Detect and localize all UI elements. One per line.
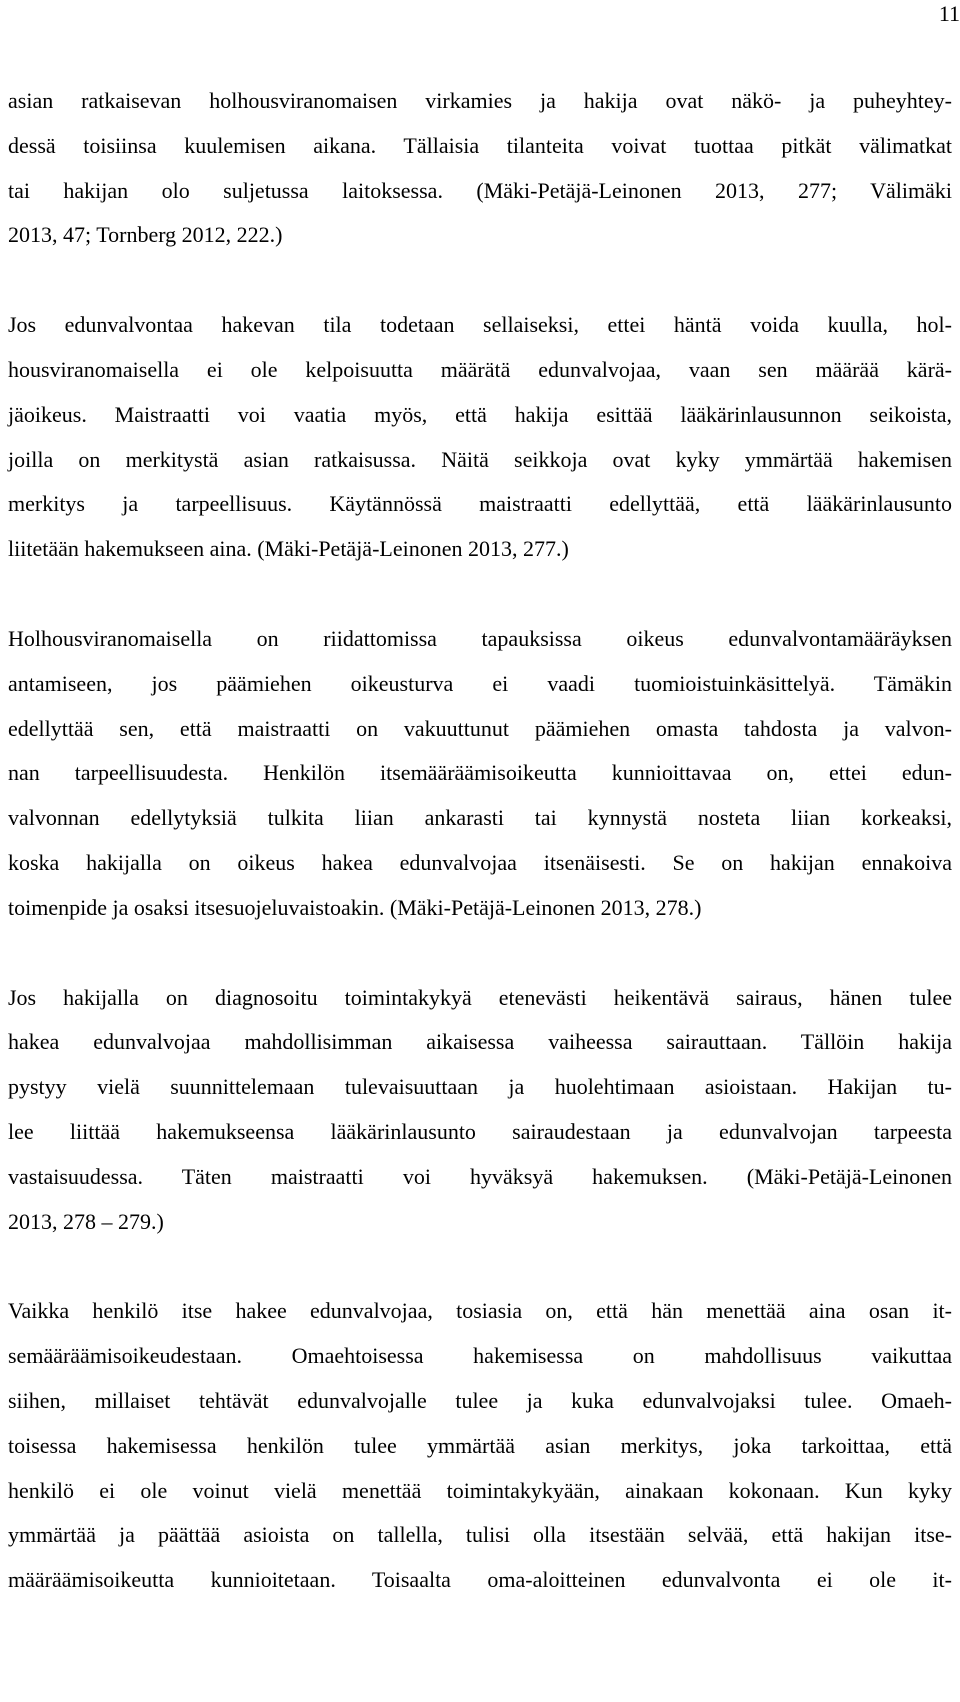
text-line: nan tarpeellisuudesta. Henkilön itsemääräämisoikeutta kunnioittavaa on, ettei edun- — [8, 760, 952, 786]
paragraph-4 — [8, 984, 952, 1256]
text-line: antamiseen, jos päämiehen oikeusturva ei vaadi tuomioistuinkäsittelyä. Tämäkin — [8, 670, 952, 696]
paragraph-5 — [8, 1300, 952, 1614]
text-line: dessä toisiinsa kuulemisen aikana. Tällaisia tilanteita voivat tuottaa pitkät välimatkat — [8, 132, 952, 158]
text-line: jäoikeus. Maistraatti voi vaatia myös, että hakija esittää lääkärinlausunnon seikoista, — [8, 401, 952, 427]
text-line: ymmärtää ja päättää asioista on tallella, tulisi olla itsestään selvää, että hakijan itse- — [8, 1522, 952, 1548]
text-line: merkitys ja tarpeellisuus. Käytännössä maistraatti edellyttää, että lääkärinlausunto — [8, 491, 952, 517]
text-line: koska hakijalla on oikeus hakea edunvalvojaa itsenäisesti. Se on hakijan ennakoiva — [8, 849, 952, 875]
paragraph-3 — [8, 625, 952, 942]
text-line: määräämisoikeutta kunnioitetaan. Toisaalta oma-aloitteinen edunvalvonta ei ole it- — [8, 1567, 952, 1593]
text-line: housviranomaisella ei ole kelpoisuutta määrätä edunvalvojaa, vaan sen määrää kärä- — [8, 356, 952, 382]
text-line: Holhousviranomaisella on riidattomissa tapauksissa oikeus edunvalvontamääräyksen — [8, 625, 952, 651]
text-line: Vaikka henkilö itse hakee edunvalvojaa, tosiasia on, että hän menettää aina osan it- — [8, 1298, 952, 1324]
text-line: semääräämisoikeudestaan. Omaehtoisessa hakemisessa on mahdollisuus vaikuttaa — [8, 1343, 952, 1369]
page-number: 11 — [938, 1, 960, 26]
paragraph-1 — [8, 90, 952, 269]
text-line: asian ratkaisevan holhousviranomaisen virkamies ja hakija ovat näkö- ja puheyhtey- — [8, 88, 952, 113]
text-line: joilla on merkitystä asian ratkaisussa. Näitä seikkoja ovat kyky ymmärtää hakemisen — [8, 446, 952, 472]
text-line: toimenpide ja osaksi itsesuojeluvaistoakin. (Mäki-Petäjä-Leinonen 2013, 278.) — [8, 894, 702, 920]
text-line: valvonnan edellytyksiä tulkita liian ankarasti tai kynnystä nosteta liian korkeaksi, — [8, 805, 952, 831]
text-line: 2013, 47; Tornberg 2012, 222.) — [8, 222, 283, 248]
text-line: Jos hakijalla on diagnosoitu toimintakykyä etenevästi heikentävä sairaus, hänen tulee — [8, 984, 952, 1010]
text-line: lee liittää hakemukseensa lääkärinlausunto sairaudestaan ja edunvalvojan tarpeesta — [8, 1118, 952, 1144]
text-line: edellyttää sen, että maistraatti on vakuuttunut päämiehen omasta tahdosta ja valvon- — [8, 715, 952, 741]
text-line: siihen, millaiset tehtävät edunvalvojalle tulee ja kuka edunvalvojaksi tulee. Omaeh- — [8, 1387, 952, 1413]
text-line: tai hakijan olo suljetussa laitoksessa. (Mäki-Petäjä-Leinonen 2013, 277; Välimäki — [8, 177, 952, 203]
text-line: pystyy vielä suunnittelemaan tulevaisuuttaan ja huolehtimaan asioistaan. Hakijan tu- — [8, 1074, 952, 1100]
text-line: Jos edunvalvontaa hakevan tila todetaan sellaiseksi, ettei häntä voida kuulla, hol- — [8, 312, 952, 338]
text-line: henkilö ei ole voinut vielä menettää toimintakykyään, ainakaan kokonaan. Kun kyky — [8, 1477, 952, 1503]
text-line: vastaisuudessa. Täten maistraatti voi hyväksyä hakemuksen. (Mäki-Petäjä-Leinonen — [8, 1163, 952, 1189]
text-line: liitetään hakemukseen aina. (Mäki-Petäjä-Leinonen 2013, 277.) — [8, 536, 569, 562]
text-line: toisessa hakemisessa henkilön tulee ymmärtää asian merkitys, joka tarkoittaa, että — [8, 1432, 952, 1458]
document-body — [8, 90, 952, 1614]
text-line: 2013, 278 – 279.) — [8, 1208, 164, 1234]
paragraph-2 — [8, 314, 952, 583]
text-line: hakea edunvalvojaa mahdollisimman aikaisessa vaiheessa sairauttaan. Tällöin hakija — [8, 1029, 952, 1055]
